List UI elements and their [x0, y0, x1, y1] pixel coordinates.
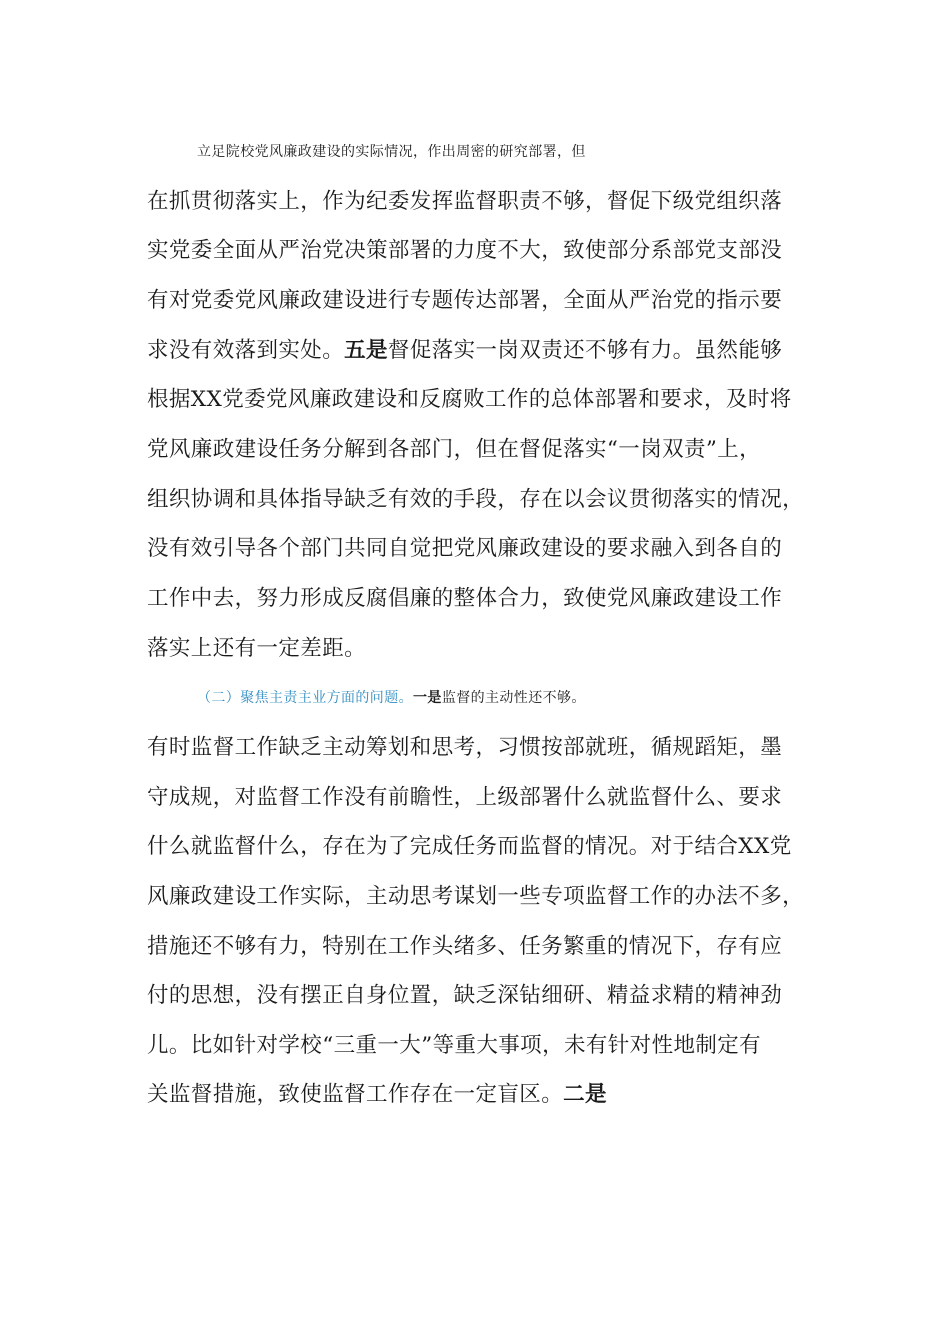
line-text: 督促落实一岗双责还不够有力。虽然能够: [387, 338, 783, 363]
paragraph-line: 风廉政建设工作实际，主动思考谋划一些专项监督工作的办法不多，: [147, 884, 805, 909]
section-heading-line: [197, 681, 857, 715]
paragraph-line: 付的思想，没有摆正自身位置，缺乏深钻细研、精益求精的精神劲: [147, 983, 783, 1008]
paragraph-line: 根据XX党委党风廉政建设和反腐败工作的总体部署和要求，及时将: [147, 387, 792, 412]
paragraph-line: 工作中去，努力形成反腐倡廉的整体合力，致使党风廉政建设工作: [147, 586, 783, 611]
bold-marker: 一是: [413, 690, 442, 706]
paragraph-line: 落实上还有一定差距。: [147, 636, 367, 661]
paragraph-line: 守成规，对监督工作没有前瞻性，上级部署什么就监督什么、要求: [147, 785, 783, 810]
section-heading: （二）聚焦主责主业方面的问题。: [197, 690, 413, 706]
paragraph-line: [147, 334, 807, 368]
paragraph-line: 有时监督工作缺乏主动筹划和思考，习惯按部就班，循规蹈矩，墨: [147, 735, 783, 760]
paragraph-line: [147, 1078, 807, 1112]
line-text: 监督的主动性还不够。: [441, 690, 586, 706]
bold-marker: 五是: [344, 338, 388, 363]
paragraph-line: 组织协调和具体指导缺乏有效的手段，存在以会议贯彻落实的情况，: [147, 487, 805, 512]
paragraph-line: 实党委全面从严治党决策部署的力度不大，致使部分系部党支部没: [147, 238, 783, 263]
paragraph-line: 立足院校党风廉政建设的实际情况，作出周密的研究部署，但: [197, 144, 586, 160]
line-text: 求没有效落到实处。: [147, 338, 345, 363]
paragraph-line: 在抓贯彻落实上，作为纪委发挥监督职责不够，督促下级党组织落: [147, 189, 783, 214]
paragraph-line: 党风廉政建设任务分解到各部门，但在督促落实“一岗双责”上，: [147, 437, 762, 462]
line-text: 关监督措施，致使监督工作存在一定盲区。: [147, 1082, 564, 1107]
paragraph-line: 儿。比如针对学校“三重一大”等重大事项，未有针对性地制定有: [147, 1033, 762, 1058]
paragraph-line: 没有效引导各个部门共同自觉把党风廉政建设的要求融入到各自的: [147, 536, 783, 561]
paragraph-line: 措施还不够有力，特别在工作头绪多、任务繁重的情况下，存有应: [147, 934, 783, 959]
paragraph-line: 有对党委党风廉政建设进行专题传达部署，全面从严治党的指示要: [147, 288, 783, 313]
paragraph-line: 什么就监督什么，存在为了完成任务而监督的情况。对于结合XX党: [147, 834, 792, 859]
bold-marker: 二是: [563, 1082, 607, 1107]
